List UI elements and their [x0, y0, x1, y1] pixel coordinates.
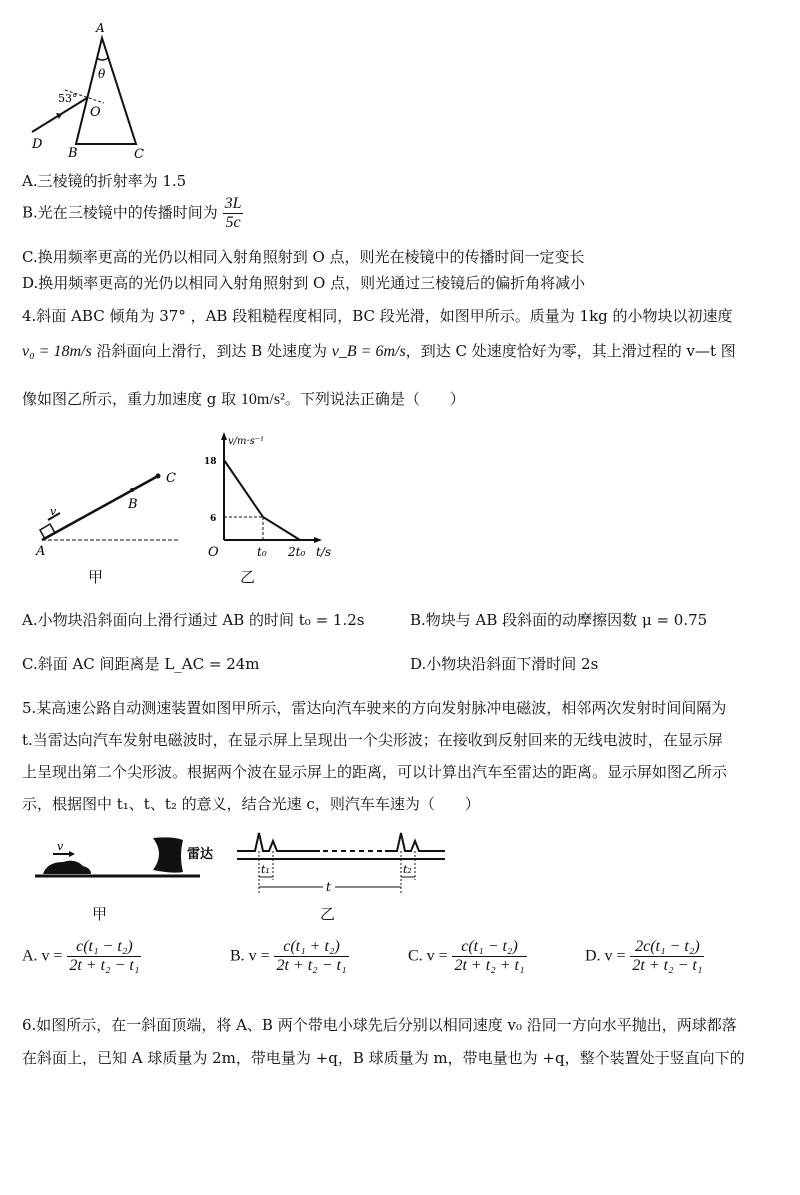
text: 。下列说法正确是（ ）: [284, 390, 465, 408]
q6-stem-line1: 6.如图所示，在一斜面顶端，将 A、B 两个带电小球先后分别以相同速度 v₀ 沿同一方向水平抛出，两球都落: [22, 1016, 737, 1034]
label-C: C: [166, 471, 176, 486]
x-tick-t0: t₀: [257, 545, 267, 559]
numerator: c(t₁ + t₂): [274, 938, 348, 957]
label-t: t: [326, 880, 331, 894]
q3-option-a: A.三棱镜的折射率为 1.5: [22, 172, 187, 190]
q3-option-b: [22, 195, 243, 232]
figure-caption-yi: 乙: [240, 568, 256, 586]
v0-expr: v₀ = 18m/s: [22, 343, 92, 360]
q5-option-d: [585, 938, 704, 975]
label-theta: θ: [98, 67, 106, 81]
q5-stem-line1: 5.某高速公路自动测速装置如图甲所示，雷达向汽车驶来的方向发射脉冲电磁波，相邻两次发射时间间隔为: [22, 699, 727, 717]
label-t2: t₂: [403, 863, 412, 876]
q4-stem-line2: [22, 340, 736, 361]
q6-stem-line2: 在斜面上，已知 A 球质量为 2m，带电量为 +q，B 球质量为 m，带电量也为 +q，整个装置处于竖直向下的: [22, 1049, 745, 1067]
label-A: A: [36, 544, 46, 559]
denominator: 5c: [225, 214, 241, 231]
pulse-display-figure: [235, 825, 450, 895]
q4-stem-line3: [22, 388, 465, 409]
prism-figure: [20, 20, 160, 160]
label-angle: 53°: [58, 92, 78, 105]
incline-figure: [20, 460, 190, 560]
text: 沿斜面向上滑行，到达 B 处速度为: [91, 342, 332, 360]
g-value: 10m/s²: [240, 391, 285, 408]
numerator: c(t₁ − t₂): [452, 938, 526, 957]
q5-option-a: [22, 938, 141, 975]
radar-figure: [25, 830, 235, 885]
fraction: [274, 938, 348, 975]
denominator: 2t + t₂ − t₁: [276, 957, 347, 974]
text: 像如图乙所示，重力加速度 g 取: [22, 390, 241, 408]
x-tick-2t0: 2t₀: [288, 545, 306, 559]
q5-option-c: [408, 938, 527, 975]
origin-label: O: [208, 545, 219, 560]
radar-label: 雷达: [187, 847, 214, 862]
option-label: D. v =: [585, 947, 626, 965]
denominator: 2t + t₂ − t₁: [632, 957, 703, 974]
fraction: [67, 938, 141, 975]
denominator: 2t + t₂ + t₁: [454, 957, 525, 974]
q4-stem-line1: 4.斜面 ABC 倾角为 37° ，AB 段粗糙程度相同，BC 段光滑，如图甲所示。质量为 1kg 的小物块以初速度: [22, 307, 733, 325]
numerator: 3L: [224, 195, 242, 212]
y-axis-label: v/m·s⁻¹: [228, 436, 265, 447]
q4-option-b: B.物块与 AB 段斜面的动摩擦因数 μ = 0.75: [410, 611, 708, 629]
label-D: D: [32, 137, 43, 152]
q5-stem-line2: t.当雷达向汽车发射电磁波时，在显示屏上呈现出一个尖形波；在接收到反射回来的无线电波时，在显示屏: [22, 731, 723, 749]
q5-stem-line3: 上呈现出第二个尖形波。根据两个波在显示屏上的距离，可以计算出汽车至雷达的距离。显示屏如图乙所示: [22, 763, 728, 781]
y-tick-18: 18: [204, 457, 217, 467]
vb-expr: v_B = 6m/s: [331, 343, 406, 360]
figure-caption-yi: 乙: [320, 905, 336, 923]
label-A: A: [96, 21, 105, 35]
q3-option-c: C.换用频率更高的光仍以相同入射角照射到 O 点，则光在棱镜中的传播时间一定变长: [22, 248, 585, 266]
numerator: c(t₁ − t₂): [67, 938, 141, 957]
numerator: 2c(t₁ − t₂): [630, 938, 704, 957]
q3-option-d: D.换用频率更高的光仍以相同入射角照射到 O 点，则光通过三棱镜后的偏折角将减小: [22, 274, 586, 292]
label-C: C: [134, 147, 144, 160]
q3-option-b-text: B.光在三棱镜中的传播时间为: [22, 203, 218, 222]
label-t1: t₁: [261, 863, 270, 876]
option-label: A. v =: [22, 947, 63, 965]
option-label: B. v =: [230, 947, 270, 965]
label-B: B: [128, 497, 138, 512]
x-axis-label: t/s: [316, 545, 332, 559]
label-B: B: [68, 146, 78, 160]
fraction: [223, 195, 244, 232]
label-v: v: [50, 505, 57, 518]
text: ，到达 C 处速度恰好为零，其上滑过程的 v—t 图: [405, 342, 736, 360]
q4-option-a: A.小物块沿斜面向上滑行通过 AB 的时间 t₀ = 1.2s: [22, 611, 365, 629]
y-tick-6: 6: [210, 514, 217, 524]
figure-caption-jia: 甲: [92, 905, 108, 923]
label-O: O: [90, 105, 101, 120]
q5-stem-line4: 示，根据图中 t₁、t、t₂ 的意义，结合光速 c，则汽车车速为（ ）: [22, 795, 480, 813]
fraction: [452, 938, 526, 975]
figure-caption-jia: 甲: [88, 568, 104, 586]
option-label: C. v =: [408, 947, 448, 965]
label-v: v: [57, 840, 64, 853]
fraction: [630, 938, 704, 975]
q4-option-c: C.斜面 AC 间距离是 L_AC = 24m: [22, 655, 260, 673]
q5-option-b: [230, 938, 349, 975]
vt-graph: [200, 430, 345, 564]
q4-option-d: D.小物块沿斜面下滑时间 2s: [410, 655, 599, 673]
denominator: 2t + t₂ − t₁: [69, 957, 140, 974]
